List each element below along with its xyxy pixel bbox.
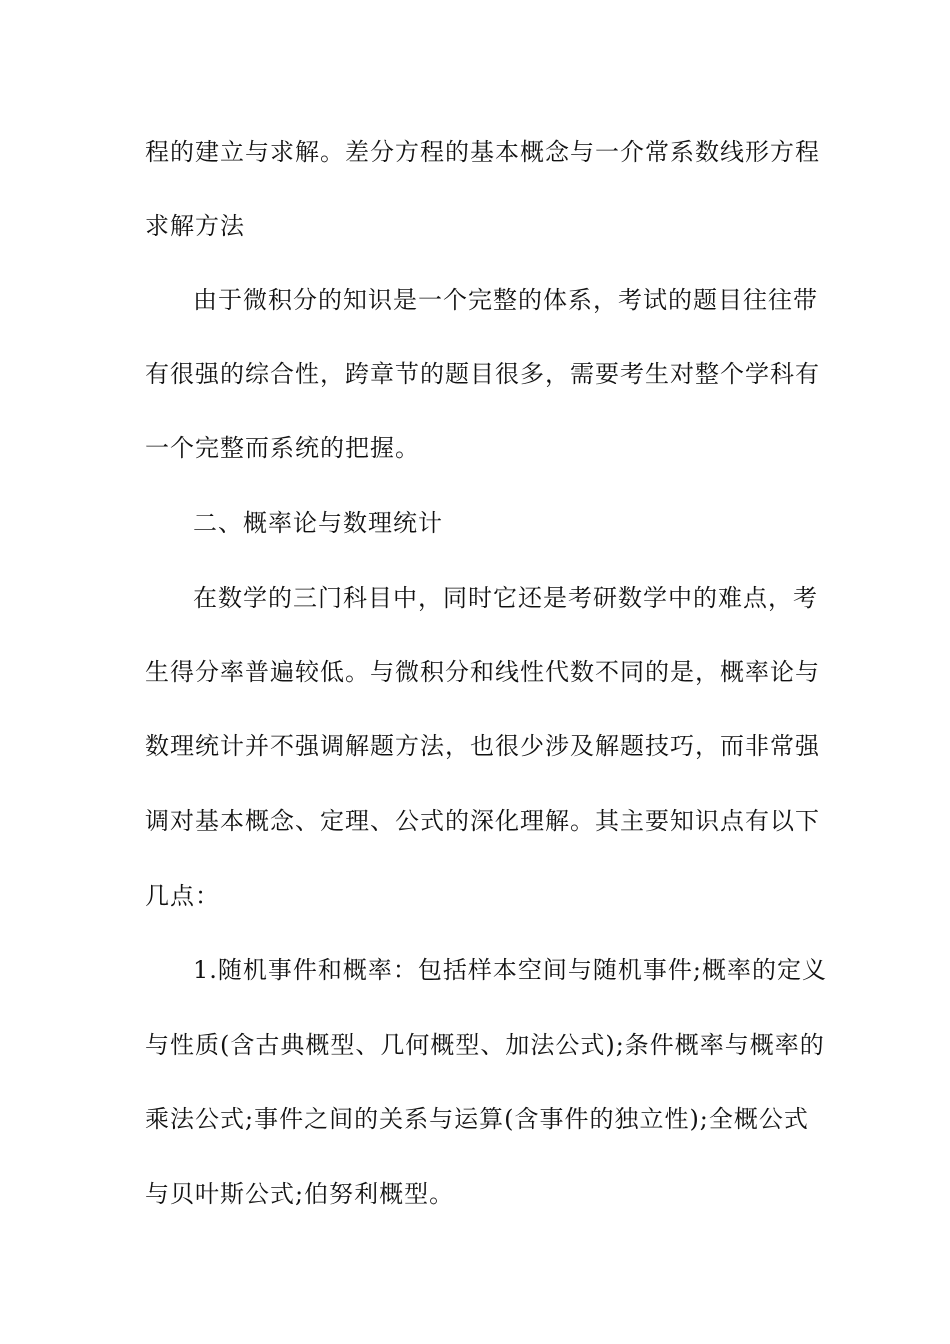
- text-line: 调对基本概念、定理、公式的深化理解。其主要知识点有以下: [145, 807, 820, 835]
- text-line: 程的建立与求解。差分方程的基本概念与一介常系数线形方程: [145, 138, 820, 166]
- text-line: 一个完整而系统的把握。: [145, 434, 420, 462]
- list-item-start: 1.随机事件和概率：包括样本空间与随机事件;概率的定义: [193, 956, 827, 984]
- text-line: 数理统计并不强调解题方法，也很少涉及解题技巧，而非常强: [145, 732, 820, 760]
- text-line: 几点：: [145, 882, 220, 910]
- text-line: 与贝叶斯公式;伯努利概型。: [145, 1180, 455, 1208]
- text-line: 有很强的综合性，跨章节的题目很多，需要考生对整个学科有: [145, 360, 820, 388]
- paragraph-start: 在数学的三门科目中，同时它还是考研数学中的难点，考: [193, 584, 818, 612]
- text-line: 与性质(含古典概型、几何概型、加法公式);条件概率与概率的: [145, 1031, 825, 1059]
- text-line: 求解方法: [145, 212, 245, 240]
- text-line: 乘法公式;事件之间的关系与运算(含事件的独立性);全概公式: [145, 1105, 809, 1133]
- text-line: 生得分率普遍较低。与微积分和线性代数不同的是，概率论与: [145, 658, 820, 686]
- section-heading: 二、概率论与数理统计: [193, 509, 443, 537]
- paragraph-start: 由于微积分的知识是一个完整的体系，考试的题目往往带: [193, 286, 818, 314]
